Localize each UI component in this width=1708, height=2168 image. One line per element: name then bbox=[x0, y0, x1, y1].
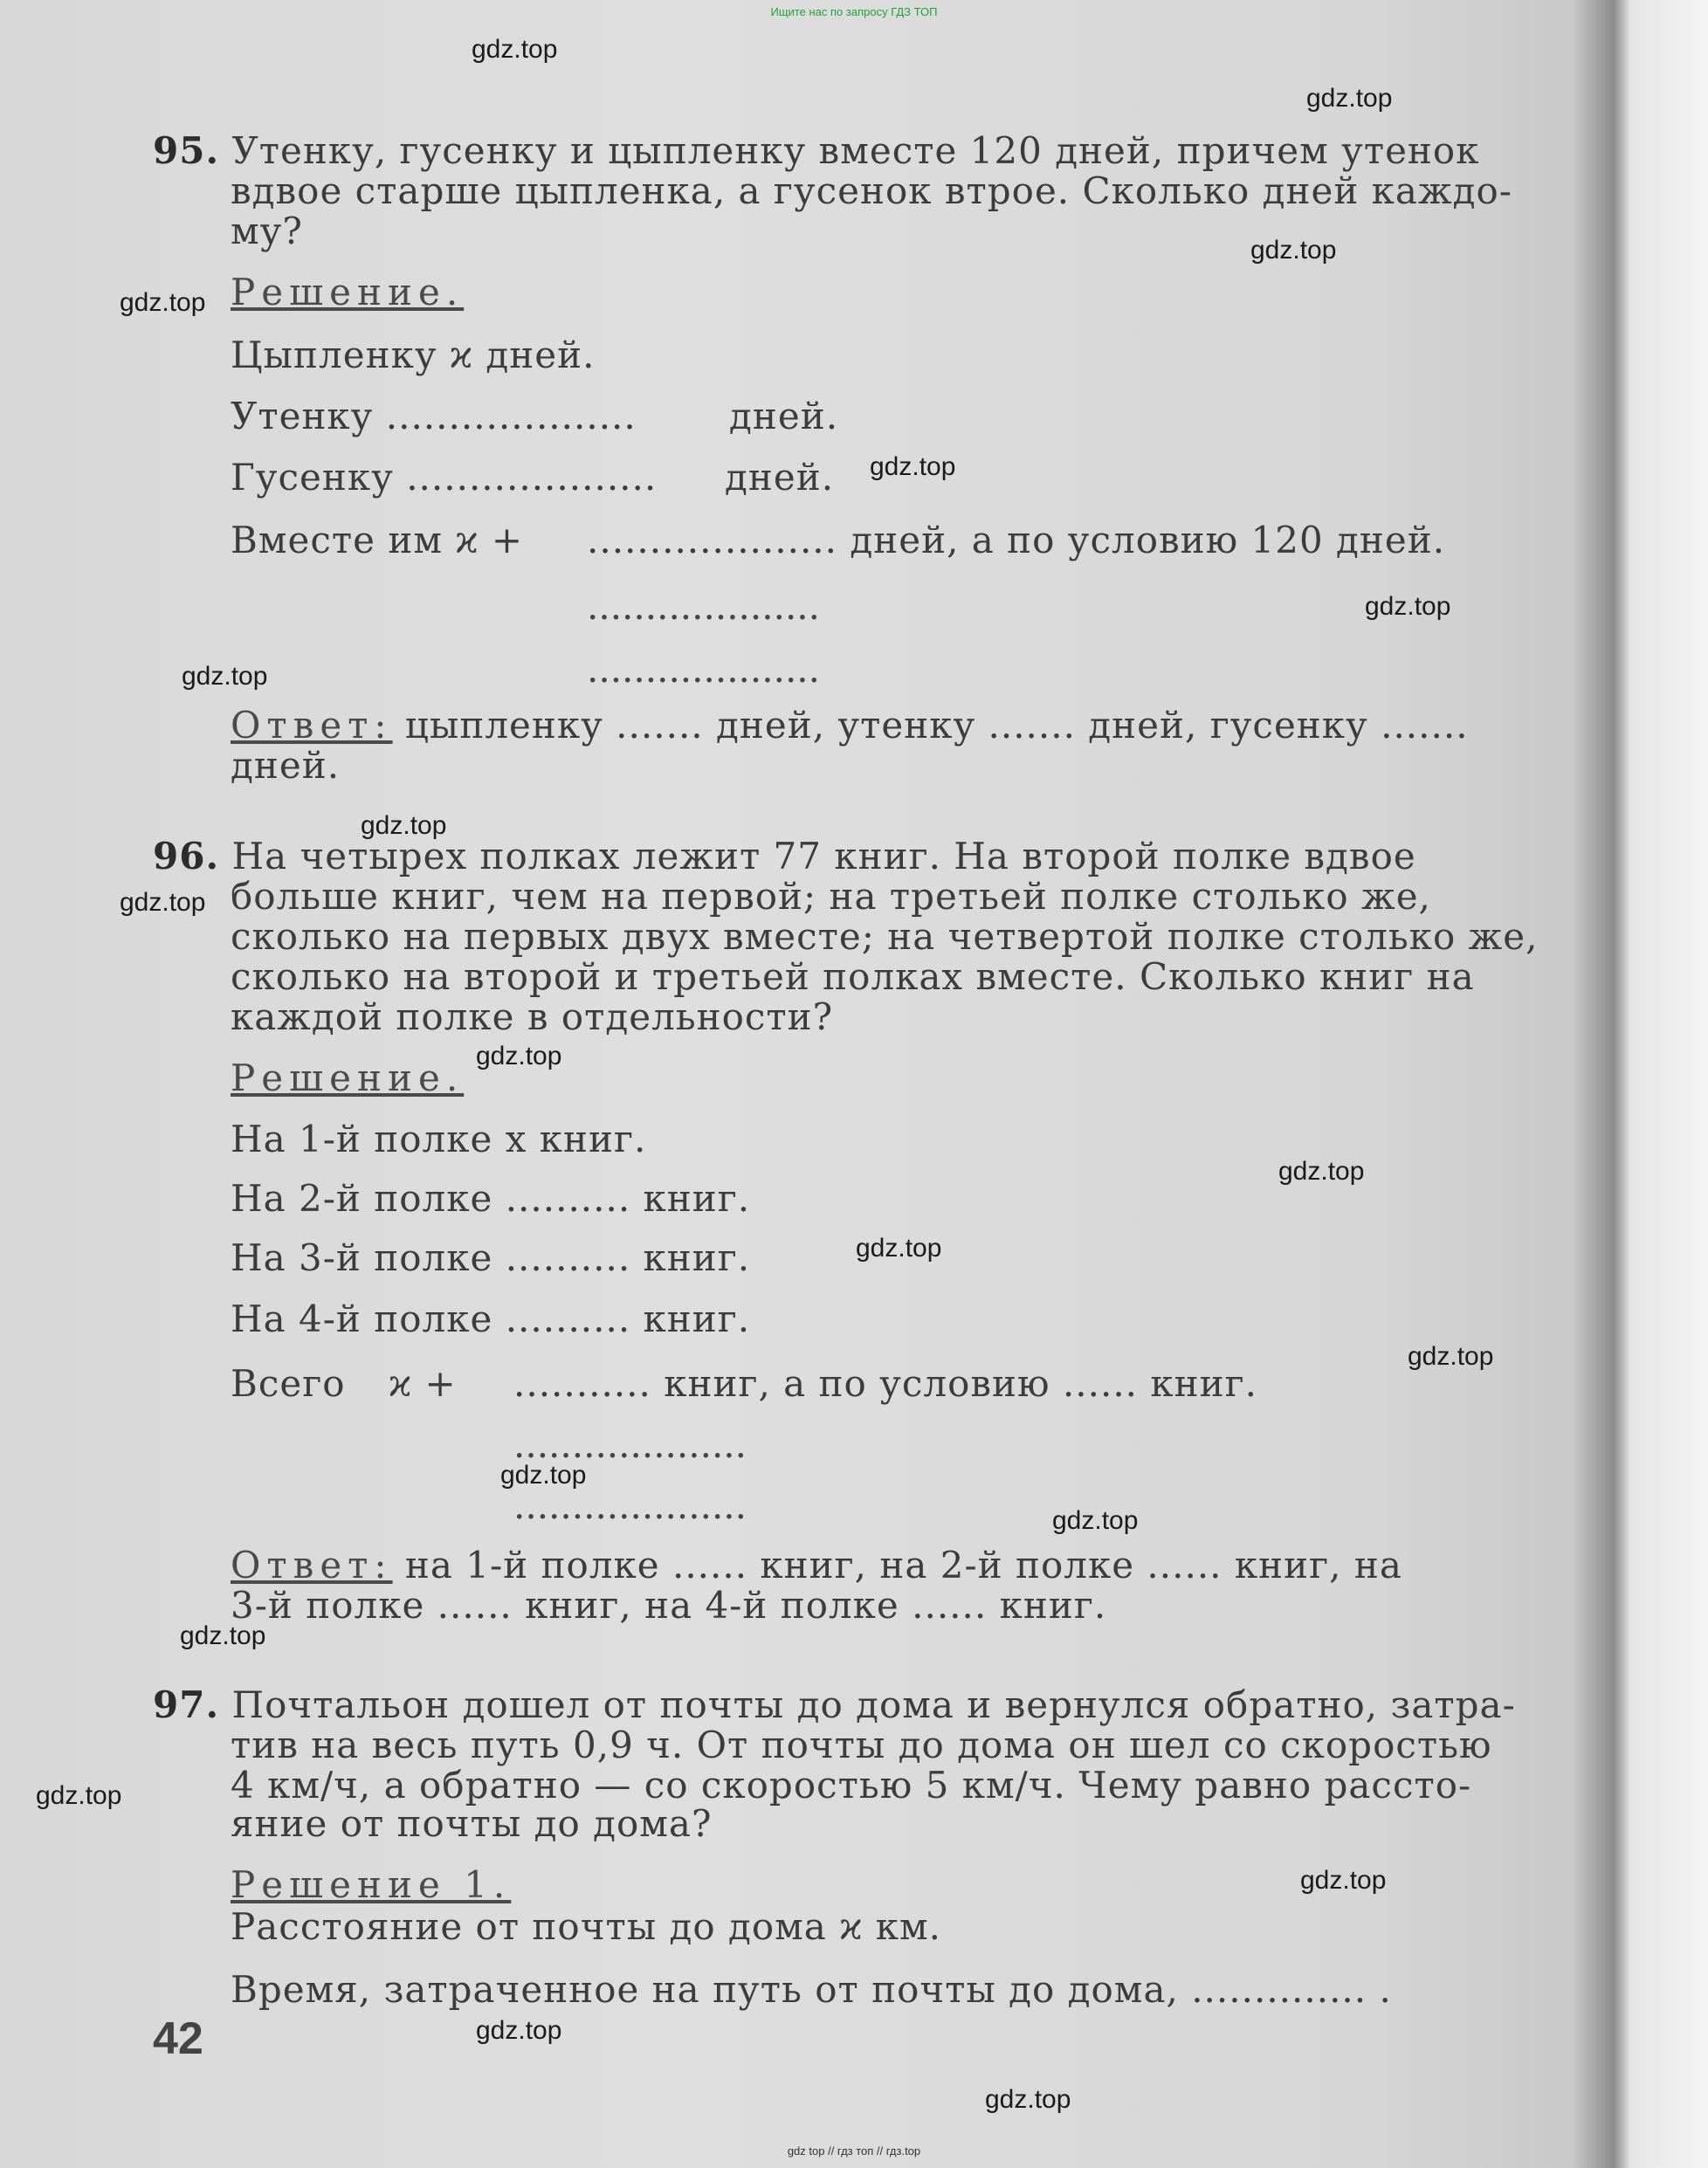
watermark: gdz.top bbox=[1250, 236, 1337, 265]
watermark: gdz.top bbox=[182, 662, 268, 691]
problem-95-step-3-unit: дней. bbox=[725, 456, 835, 499]
bottom-banner[interactable]: gdz top // гдз топ // гдз.top bbox=[787, 2144, 921, 2158]
watermark: gdz.top bbox=[985, 2085, 1071, 2114]
watermark: gdz.top bbox=[856, 1234, 942, 1263]
watermark: gdz.top bbox=[120, 288, 206, 317]
problem-96-line-4: сколько на второй и третьей полках вместе. Сколько книг на bbox=[231, 955, 1475, 998]
problem-96-answer-line-2: 3-й полке ...... книг, на 4-й полке ...... книг. bbox=[231, 1584, 1107, 1627]
watermark: gdz.top bbox=[1365, 592, 1451, 621]
problem-96-blank-1: .................... bbox=[513, 1423, 747, 1466]
problem-97-number: 97. bbox=[153, 1683, 220, 1726]
problem-95-line-1: 95. Утенку, гусенку и цыпленку вместе 120 дней, причем утенок bbox=[153, 129, 1480, 172]
problem-96-line-3: сколько на первых двух вместе; на четвертой полке столько же, bbox=[231, 915, 1539, 958]
problem-95-step-2-unit: дней. bbox=[729, 395, 839, 437]
problem-95-step-2: Утенку .................... bbox=[231, 395, 637, 437]
watermark: gdz.top bbox=[500, 1461, 587, 1490]
problem-97-line-4: яние от почты до дома? bbox=[231, 1802, 713, 1845]
watermark: gdz.top bbox=[1278, 1157, 1365, 1186]
problem-96-number: 96. bbox=[153, 835, 220, 878]
problem-95-step-4-rest: .................... дней, а по условию 120 дней. bbox=[587, 519, 1446, 561]
problem-97-step-1: Расстояние от почты до дома ϰ км. bbox=[231, 1905, 941, 1948]
problem-96-step-3: На 3-й полке .......... книг. bbox=[231, 1236, 751, 1279]
problem-97-line-2: тив на весь путь 0,9 ч. От почты до дома он шел со скоростью bbox=[231, 1724, 1492, 1766]
watermark: gdz.top bbox=[476, 1042, 562, 1070]
problem-95-solution-heading: Решение. bbox=[231, 271, 465, 313]
problem-97-solution-heading: Решение 1. bbox=[231, 1863, 512, 1906]
problem-96-step-5-rest: ........... книг, а по условию ...... книг. bbox=[513, 1362, 1257, 1405]
watermark: gdz.top bbox=[1300, 1866, 1387, 1895]
problem-95-blank-1: .................... bbox=[587, 585, 821, 628]
problem-95-step-4-label: Вместе им ϰ + bbox=[231, 519, 524, 561]
problem-96-line-1: 96. На четырех полках лежит 77 книг. На второй полке вдвое bbox=[153, 835, 1416, 878]
watermark: gdz.top bbox=[472, 35, 558, 64]
problem-97-step-2: Время, затраченное на путь от почты до дома, .............. . bbox=[231, 1968, 1392, 2011]
page-number: 42 bbox=[153, 2013, 203, 2064]
problem-95-step-1: Цыпленку ϰ дней. bbox=[231, 334, 596, 376]
watermark: gdz.top bbox=[476, 2016, 562, 2045]
problem-97-line-3: 4 км/ч, а обратно — со скоростью 5 км/ч. Чему равно рассто- bbox=[231, 1764, 1472, 1807]
problem-96-step-5-var: ϰ + bbox=[389, 1362, 457, 1405]
watermark: gdz.top bbox=[1306, 84, 1393, 113]
problem-95-answer-line-1: Ответ: цыпленку ....... дней, утенку ....... дней, гусенку ....... bbox=[231, 704, 1469, 747]
problem-95-blank-2: .................... bbox=[587, 648, 821, 691]
problem-95-answer-line-2: дней. bbox=[231, 744, 341, 787]
watermark: gdz.top bbox=[361, 811, 447, 840]
problem-96-step-4: На 4-й полке .......... книг. bbox=[231, 1297, 751, 1340]
watermark: gdz.top bbox=[180, 1621, 266, 1650]
problem-96-step-2: На 2-й полке .......... книг. bbox=[231, 1177, 751, 1220]
watermark: gdz.top bbox=[120, 888, 206, 917]
problem-95-number: 95. bbox=[153, 129, 220, 172]
problem-96-line-2: больше книг, чем на первой; на третьей полке столько же, bbox=[231, 875, 1431, 918]
problem-96-answer-heading: Ответ: bbox=[231, 1544, 393, 1586]
problem-96-line-5: каждой полке в отдельности? bbox=[231, 995, 834, 1038]
watermark: gdz.top bbox=[36, 1781, 122, 1810]
problem-96-step-1: На 1-й полке x книг. bbox=[231, 1118, 647, 1160]
problem-96-blank-2: .................... bbox=[513, 1484, 747, 1527]
problem-95-line-2: вдвое старше цыпленка, а гусенок втрое. Сколько дней каждо- bbox=[231, 169, 1512, 212]
watermark: gdz.top bbox=[1052, 1506, 1139, 1535]
problem-96-answer-line-1: Ответ: на 1-й полке ...... книг, на 2-й полке ...... книг, на bbox=[231, 1544, 1402, 1586]
problem-96-solution-heading: Решение. bbox=[231, 1056, 465, 1099]
problem-96-step-5-label: Всего bbox=[231, 1362, 346, 1405]
problem-95-step-3: Гусенку .................... bbox=[231, 456, 658, 499]
problem-97-line-1: 97. Почтальон дошел от почты до дома и вернулся обратно, затра- bbox=[153, 1683, 1516, 1726]
problem-95-line-3: му? bbox=[231, 210, 303, 252]
problem-95-answer-heading: Ответ: bbox=[231, 704, 393, 747]
watermark: gdz.top bbox=[1408, 1342, 1494, 1371]
watermark: gdz.top bbox=[870, 452, 956, 481]
top-banner[interactable]: Ищите нас по запросу ГДЗ ТОП bbox=[770, 5, 938, 18]
